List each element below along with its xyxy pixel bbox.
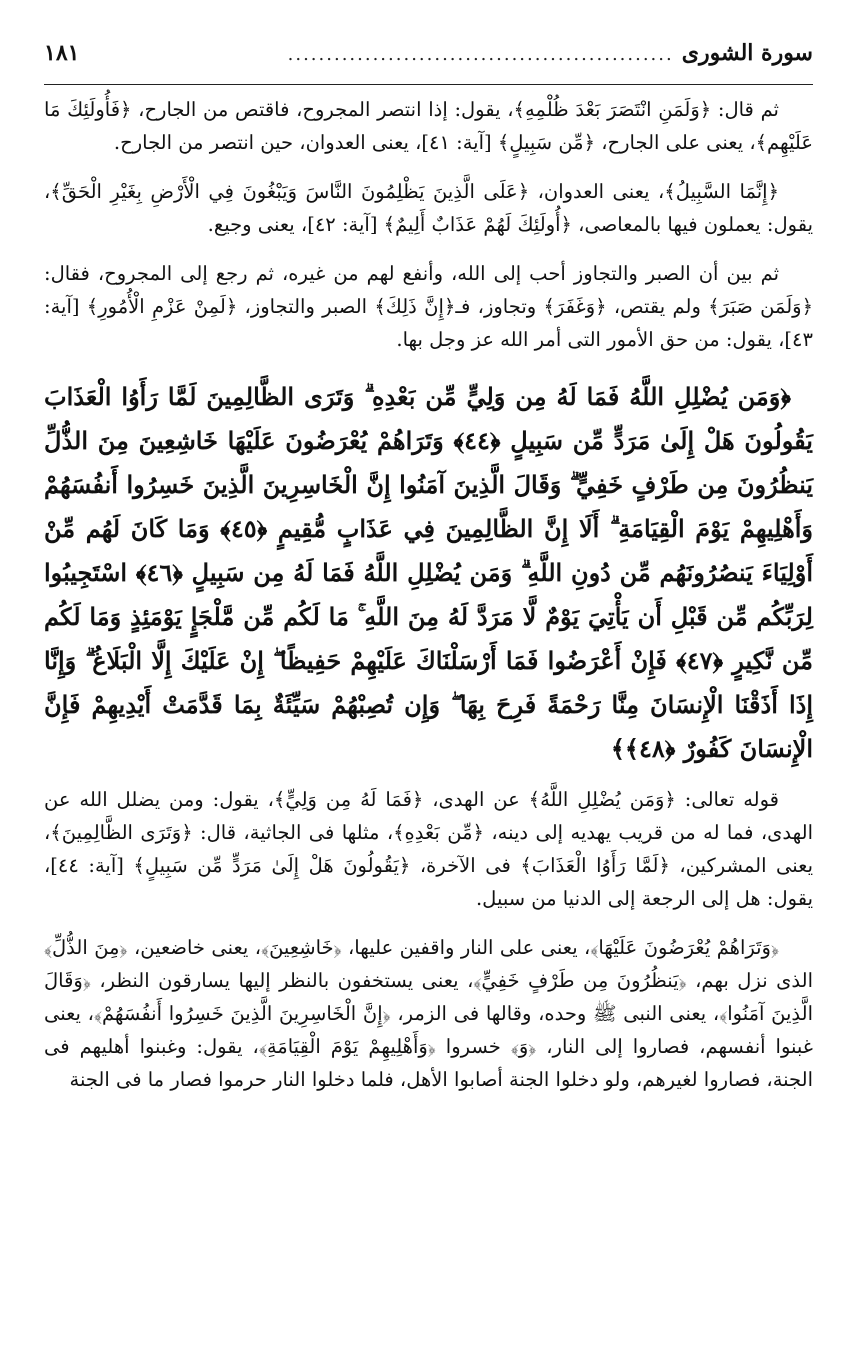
page-number: ١٨١ — [44, 40, 80, 66]
commentary-paragraph-2: ﴿إِنَّمَا السَّبِيلُ﴾، يعنى العدوان، ﴿عَلَى الَّذِينَ يَظْلِمُونَ النَّاسَ وَيَبْغُونَ فِي الْأَرْضِ بِغَيْرِ الْحَقِّ﴾، يقول: يعملون فيها بالمعاصى، ﴿أُولَئِكَ لَهُمْ عَذَابٌ أَلِيمٌ﴾ [آية: ٤٢]، يعنى وجيع. — [44, 180, 813, 236]
leader-dots: .................................................. — [287, 44, 674, 65]
commentary-paragraph-3: ثم بين أن الصبر والتجاوز أحب إلى الله، وأنفع لهم من غيره، ثم رجع إلى المجروح، فقال: ﴿وَلَمَن صَبَرَ﴾ ولم يقتص، ﴿وَغَفَرَ﴾ وتجاوز، فـ﴿إِنَّ ذَلِكَ﴾ الصبر والتجاوز، ﴿لَمِنْ عَزْمِ الْأُمُورِ﴾ [آية: ٤٣]، يقول: من حق الأمور التى أمر الله عز وجل بها. — [44, 262, 813, 351]
commentary-paragraph-4: قوله تعالى: ﴿وَمَن يُضْلِلِ اللَّهُ﴾ عن الهدى، ﴿فَمَا لَهُ مِن وَلِيٍّ﴾، يقول: ومن يضلل الله عن الهدى، فما له من قريب يهديه إلى دينه، ﴿مِّن بَعْدِهِ﴾، مثلها فى الجاثية، قال: ﴿وَتَرَى الظَّالِمِينَ﴾، يعنى المشركين، ﴿لَمَّا رَأَوُا الْعَذَابَ﴾ فى الآخرة، ﴿يَقُولُونَ هَلْ إِلَىٰ مَرَدٍّ مِّن سَبِيلٍ﴾ [آية: ٤٤]، يقول: هل إلى الرجعة إلى الدنيا من سبيل. — [44, 788, 813, 910]
page-header — [44, 40, 813, 84]
commentary-paragraph-1: ثم قال: ﴿وَلَمَنِ انْتَصَرَ بَعْدَ ظُلْمِهِ﴾، يقول: إذا انتصر المجروح، فاقتص من الجارح، ﴿فَأُولَئِكَ مَا عَلَيْهِم﴾، يعنى على الجارح، ﴿مِّن سَبِيلٍ﴾ [آية: ٤١]، يعنى العدوان، حين انتصر من الجارح. — [44, 98, 813, 154]
commentary-paragraph-5: ﴿وَتَرَاهُمْ يُعْرَضُونَ عَلَيْهَا﴾، يعنى على النار واقفين عليها، ﴿خَاشِعِينَ﴾، يعنى خاضعين، ﴿مِنَ الذُّلِّ﴾ الذى نزل بهم، ﴿يَنظُرُونَ مِن طَرْفٍ خَفِيٍّ﴾، يعنى يستخفون بالنظر إليها يسارقون النظر، ﴿وَقَالَ الَّذِينَ آمَنُوا﴾، يعنى النبى ﷺ وحده، وقالها فى الزمر، ﴿إِنَّ الْخَاسِرِينَ الَّذِينَ خَسِرُوا أَنفُسَهُمْ﴾، يعنى غبنوا أنفسهم، فصاروا إلى النار، ﴿وَ﴾ خسروا ﴿وَأَهْلِيهِمْ يَوْمَ الْقِيَامَةِ﴾، يقول: وغبنوا أهليهم فى الجنة، فصاروا لغيرهم، ولو دخلوا الجنة أصابوا الأهل، فلما دخلوا النار حرموا فصار ما فى الجنة — [44, 936, 813, 1091]
quran-verses-block: ﴿وَمَن يُضْلِلِ اللَّهُ فَمَا لَهُ مِن وَلِيٍّ مِّن بَعْدِهِ ۗ وَتَرَى الظَّالِمِينَ لَمَّا رَأَوُا الْعَذَابَ يَقُولُونَ هَلْ إِلَىٰ مَرَدٍّ مِّن سَبِيلٍ ﴿٤٤﴾ وَتَرَاهُمْ يُعْرَضُونَ عَلَيْهَا خَاشِعِينَ مِنَ الذُّلِّ يَنظُرُونَ مِن طَرْفٍ خَفِيٍّ ۗ وَقَالَ الَّذِينَ آمَنُوا إِنَّ الْخَاسِرِينَ الَّذِينَ خَسِرُوا أَنفُسَهُمْ وَأَهْلِيهِمْ يَوْمَ الْقِيَامَةِ ۗ أَلَا إِنَّ الظَّالِمِينَ فِي عَذَابٍ مُّقِيمٍ ﴿٤٥﴾ وَمَا كَانَ لَهُم مِّنْ أَوْلِيَاءَ يَنصُرُونَهُم مِّن دُونِ اللَّهِ ۗ وَمَن يُضْلِلِ اللَّهُ فَمَا لَهُ مِن سَبِيلٍ ﴿٤٦﴾ اسْتَجِيبُوا لِرَبِّكُم مِّن قَبْلِ أَن يَأْتِيَ يَوْمٌ لَّا مَرَدَّ لَهُ مِنَ اللَّهِ ۚ مَا لَكُم مِّن مَّلْجَإٍ يَوْمَئِذٍ وَمَا لَكُم مِّن نَّكِيرٍ ﴿٤٧﴾ فَإِنْ أَعْرَضُوا فَمَا أَرْسَلْنَاكَ عَلَيْهِمْ حَفِيظًا ۖ إِنْ عَلَيْكَ إِلَّا الْبَلَاغُ ۗ وَإِنَّا إِذَا أَذَقْنَا الْإِنسَانَ مِنَّا رَحْمَةً فَرِحَ بِهَا ۖ وَإِن تُصِبْهُمْ سَيِّئَةٌ بِمَا قَدَّمَتْ أَيْدِيهِمْ فَإِنَّ الْإِنسَانَ كَفُورٌ ﴿٤٨﴾﴾ — [44, 382, 814, 763]
surah-title: سورة الشورى — [681, 40, 813, 66]
header-rule — [44, 84, 813, 85]
